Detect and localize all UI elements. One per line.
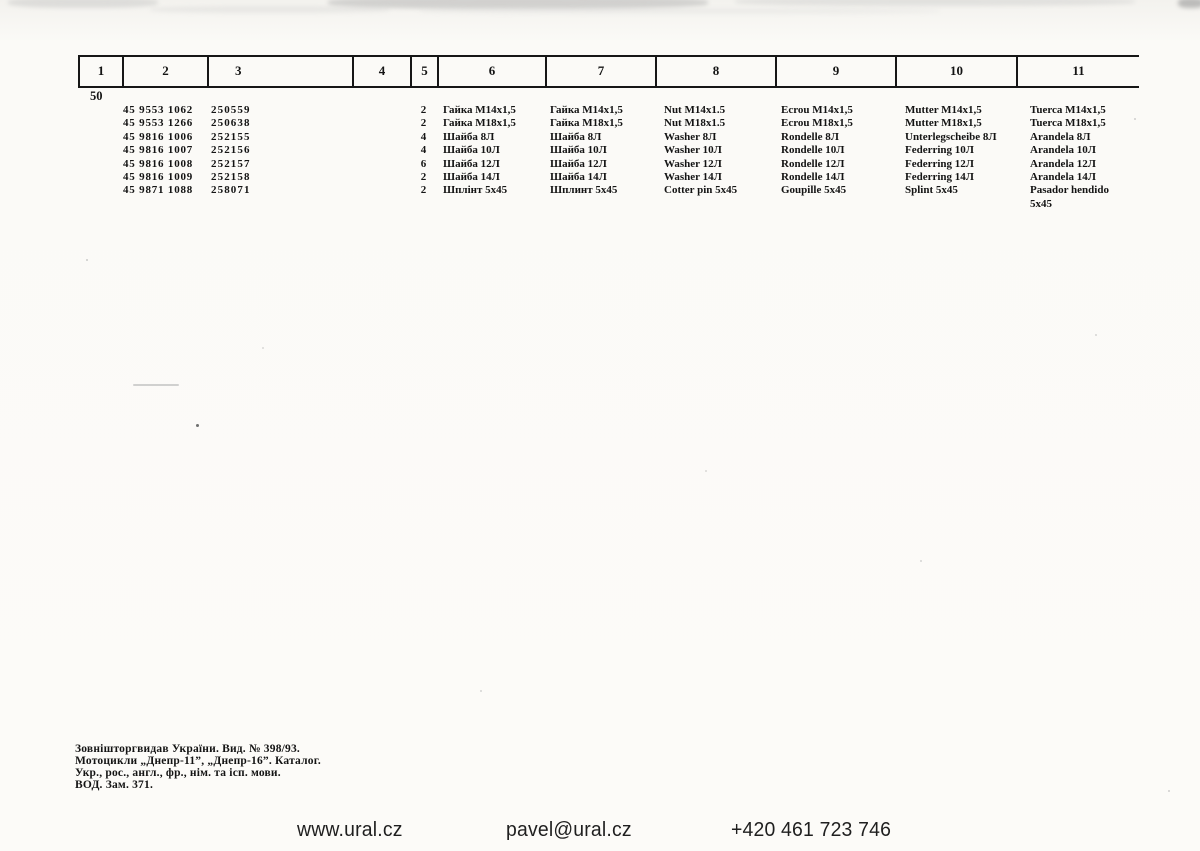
cell-note bbox=[352, 158, 410, 171]
scan-artifact bbox=[150, 6, 390, 13]
cell-pos bbox=[78, 144, 122, 157]
cell-name-de: Splint 5x45 bbox=[905, 184, 958, 197]
cell-part-number: 45 9816 1008 bbox=[123, 157, 194, 170]
cell-part-number: 45 9871 1088 bbox=[123, 184, 194, 197]
table-header-cell: 3 bbox=[209, 57, 354, 86]
table-header-row bbox=[78, 55, 1139, 88]
cell-name-de: Unterlegscheibe 8Л bbox=[905, 130, 997, 143]
cell-pos bbox=[78, 158, 122, 171]
cell-qty: 2 bbox=[420, 171, 427, 184]
cell-catalog-number: 250559 bbox=[211, 104, 251, 116]
table-row bbox=[78, 158, 1137, 171]
cell-note bbox=[352, 184, 410, 211]
scan-artifact bbox=[420, 8, 940, 14]
cell-name-fr: Rondelle 8Л bbox=[781, 130, 840, 143]
cell-name-fr: Rondelle 10Л bbox=[781, 144, 845, 157]
scan-artifact bbox=[8, 0, 158, 8]
table-row bbox=[78, 144, 1137, 157]
cell-name-uk: Шплінт 5х45 bbox=[443, 184, 508, 197]
cell-name-ru: Шайба 8Л bbox=[550, 130, 602, 143]
cell-name-ru: Гайка М14х1,5 bbox=[550, 104, 623, 116]
cell-pos bbox=[78, 117, 122, 130]
table-header-cell: 9 bbox=[777, 57, 897, 86]
cell-name-de: Federring 10Л bbox=[905, 144, 974, 157]
cell-name-en: Nut M14x1.5 bbox=[664, 104, 726, 116]
cell-name-es: Tuerca M18x1,5 bbox=[1030, 117, 1106, 130]
cell-name-es: Arandela 8Л bbox=[1030, 130, 1091, 143]
cell-name-en: Washer 14Л bbox=[664, 171, 722, 184]
cell-pos bbox=[78, 171, 122, 184]
cell-name-ru: Гайка М18х1,5 bbox=[550, 117, 623, 130]
cell-pos bbox=[78, 104, 122, 117]
cell-name-ru: Шайба 12Л bbox=[550, 157, 607, 170]
cell-catalog-number: 252156 bbox=[211, 144, 251, 157]
table-row bbox=[78, 184, 1137, 211]
cell-qty: 2 bbox=[420, 184, 427, 197]
cell-qty: 2 bbox=[420, 117, 427, 130]
cell-name-uk: Шайба 12Л bbox=[443, 157, 500, 170]
scan-artifact bbox=[920, 560, 922, 562]
cell-note bbox=[352, 117, 410, 130]
cell-part-number: 45 9816 1007 bbox=[123, 144, 194, 157]
table-header-cell: 1 bbox=[80, 57, 124, 86]
cell-part-number: 45 9816 1006 bbox=[123, 130, 194, 143]
cell-name-fr: Ecrou M18x1,5 bbox=[781, 117, 853, 130]
table-header-cell: 2 bbox=[124, 57, 209, 86]
scan-artifact bbox=[1095, 334, 1097, 336]
cell-part-number: 45 9816 1009 bbox=[123, 171, 194, 184]
phone-text: +420 461 723 746 bbox=[731, 819, 892, 841]
cell-name-fr: Rondelle 12Л bbox=[781, 157, 845, 170]
table-header-cell: 8 bbox=[657, 57, 777, 86]
cell-pos bbox=[78, 131, 122, 144]
cell-name-es: Tuerca M14x1,5 bbox=[1030, 104, 1106, 116]
table-header-cell: 5 bbox=[412, 57, 439, 86]
cell-pos bbox=[78, 184, 122, 211]
scan-artifact bbox=[262, 347, 264, 349]
email-text: pavel@ural.cz bbox=[506, 819, 632, 841]
imprint-block bbox=[75, 744, 321, 792]
cell-name-de: Federring 12Л bbox=[905, 157, 974, 170]
imprint-line: Зовнішторгвидав України. Вид. № 398/93. bbox=[75, 743, 301, 755]
scan-artifact bbox=[480, 690, 482, 692]
cell-name-uk: Шайба 14Л bbox=[443, 171, 500, 184]
cell-note bbox=[352, 131, 410, 144]
cell-name-uk: Шайба 10Л bbox=[443, 144, 500, 157]
cell-name-ru: Шплинт 5х45 bbox=[550, 184, 618, 197]
imprint-line: Укр., рос., англ., фр., нім. та ісп. мови. bbox=[75, 766, 281, 779]
cell-name-es: Arandela 10Л bbox=[1030, 144, 1096, 157]
cell-name-fr: Ecrou M14x1,5 bbox=[781, 104, 853, 116]
cell-qty: 2 bbox=[420, 104, 427, 116]
cell-name-de: Federring 14Л bbox=[905, 171, 974, 184]
cell-part-number: 45 9553 1062 bbox=[123, 104, 194, 116]
cell-name-en: Washer 10Л bbox=[664, 144, 722, 157]
cell-name-ru: Шайба 14Л bbox=[550, 171, 607, 184]
scan-artifact bbox=[196, 424, 199, 427]
cell-note bbox=[352, 171, 410, 184]
cell-name-de: Mutter M14x1,5 bbox=[905, 104, 982, 116]
table-row bbox=[78, 117, 1137, 130]
scan-artifact bbox=[1168, 790, 1170, 792]
table-header-cell: 6 bbox=[439, 57, 547, 86]
cell-name-es: Arandela 12Л bbox=[1030, 157, 1096, 170]
cell-name-en: Cotter pin 5x45 bbox=[664, 184, 738, 197]
scan-artifact bbox=[86, 259, 88, 261]
table-body bbox=[78, 104, 1137, 211]
table-header-cell: 11 bbox=[1072, 63, 1085, 78]
scan-artifact bbox=[735, 0, 1135, 6]
cell-name-en: Washer 8Л bbox=[664, 130, 717, 143]
cell-name-fr: Goupille 5x45 bbox=[781, 184, 847, 197]
cell-note bbox=[352, 104, 410, 117]
table-row bbox=[78, 131, 1137, 144]
section-number: 50 bbox=[90, 89, 103, 103]
cell-catalog-number: 252155 bbox=[211, 130, 251, 143]
cell-catalog-number: 250638 bbox=[211, 117, 251, 130]
imprint-line: Мотоцикли „Днепр-11”, „Днепр-16”. Каталог. bbox=[75, 754, 321, 767]
cell-name-en: Nut M18x1.5 bbox=[664, 117, 726, 130]
cell-qty: 6 bbox=[420, 157, 427, 170]
table-header-cell: 4 bbox=[354, 57, 412, 86]
cell-name-uk: Гайка М14х1,5 bbox=[443, 104, 516, 116]
scan-artifact bbox=[705, 470, 707, 472]
cell-name-es: Pasador hendido 5x45 bbox=[1030, 184, 1109, 210]
cell-name-fr: Rondelle 14Л bbox=[781, 171, 845, 184]
table-header-cell: 10 bbox=[897, 57, 1018, 86]
table-header-cell: 7 bbox=[547, 57, 657, 86]
cell-name-en: Washer 12Л bbox=[664, 157, 722, 170]
scan-artifact bbox=[1178, 0, 1200, 8]
scan-artifact bbox=[133, 384, 179, 386]
cell-name-es: Arandela 14Л bbox=[1030, 171, 1096, 184]
imprint-line: ВОД. Зам. 371. bbox=[75, 778, 154, 791]
cell-part-number: 45 9553 1266 bbox=[123, 117, 194, 130]
cell-catalog-number: 252158 bbox=[211, 171, 251, 184]
cell-note bbox=[352, 144, 410, 157]
table-row bbox=[78, 104, 1137, 117]
cell-catalog-number: 258071 bbox=[211, 184, 251, 197]
cell-name-de: Mutter M18x1,5 bbox=[905, 117, 982, 130]
website-text: www.ural.cz bbox=[297, 819, 403, 841]
cell-catalog-number: 252157 bbox=[211, 157, 251, 170]
cell-qty: 4 bbox=[420, 144, 427, 157]
cell-name-ru: Шайба 10Л bbox=[550, 144, 607, 157]
table-row bbox=[78, 171, 1137, 184]
cell-name-uk: Гайка М18х1,5 bbox=[443, 117, 516, 130]
cell-qty: 4 bbox=[420, 130, 427, 143]
cell-name-uk: Шайба 8Л bbox=[443, 130, 495, 143]
